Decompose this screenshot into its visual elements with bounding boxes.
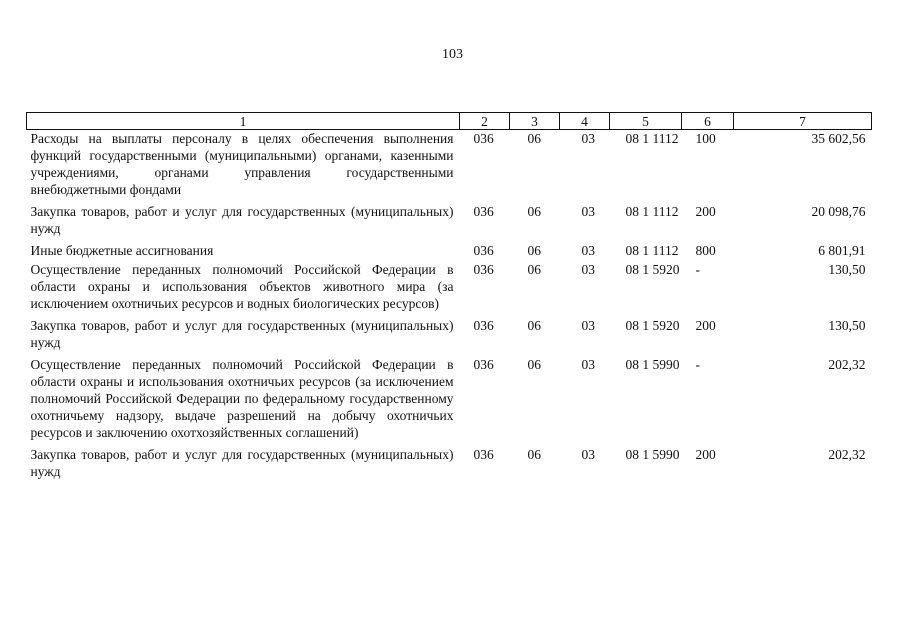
row-name: Закупка товаров, работ и услуг для государственных (муниципальных) нужд <box>30 204 454 236</box>
row-subsection-code: 03 <box>581 318 595 333</box>
row-name: Иные бюджетные ассигнования <box>30 243 214 258</box>
row-name: Расходы на выплаты персоналу в целях обеспечения выполнения функций государственными (муниципальными) органами, казенными учреждениями, органами управления государственными внебюджетными фондами <box>30 131 454 197</box>
row-ministry-code: 036 <box>473 243 494 258</box>
row-expense-type: 800 <box>695 243 716 258</box>
col-header-6: 6 <box>682 113 734 130</box>
row-ministry-code: 036 <box>473 357 494 372</box>
row-target-code: 08 1 5920 <box>625 262 680 277</box>
row-name: Осуществление переданных полномочий Российской Федерации в области охраны и использования объектов животного мира (за исключением охотничьих ресурсов и водных биологических ресурсов) <box>30 262 454 311</box>
row-ministry-code: 036 <box>473 131 494 146</box>
row-expense-type: 100 <box>695 131 716 146</box>
header-row <box>27 113 872 130</box>
table-row <box>27 317 872 356</box>
row-subsection-code: 03 <box>581 131 595 146</box>
row-amount: 35 602,56 <box>811 131 866 146</box>
row-target-code: 08 1 5920 <box>625 318 680 333</box>
row-subsection-code: 03 <box>581 204 595 219</box>
row-ministry-code: 036 <box>473 447 494 462</box>
table-row <box>27 203 872 242</box>
row-expense-type: 200 <box>695 204 716 219</box>
table-row <box>27 261 872 317</box>
row-target-code: 08 1 1112 <box>625 204 679 219</box>
page-number: 103 <box>442 47 463 62</box>
row-target-code: 08 1 5990 <box>625 447 680 462</box>
row-section-code: 06 <box>527 243 541 258</box>
table-row <box>27 130 872 204</box>
row-subsection-code: 03 <box>581 357 595 372</box>
row-name: Осуществление переданных полномочий Российской Федерации в области охраны и использования охотничьих ресурсов (за исключением полномочий Российской Федерации по федеральному государственному охотничьему надзору, выдаче разрешений на добычу охотничьих ресурсов и заключению охотхозяйственных соглашений) <box>30 357 454 440</box>
col-header-5: 5 <box>610 113 682 130</box>
table-row <box>27 242 872 261</box>
row-section-code: 06 <box>527 318 541 333</box>
row-section-code: 06 <box>527 447 541 462</box>
row-amount: 20 098,76 <box>811 204 866 219</box>
row-section-code: 06 <box>527 357 541 372</box>
col-header-4: 4 <box>560 113 610 130</box>
row-amount: 202,32 <box>828 447 866 462</box>
row-name: Закупка товаров, работ и услуг для государственных (муниципальных) нужд <box>30 318 454 350</box>
row-subsection-code: 03 <box>581 243 595 258</box>
row-subsection-code: 03 <box>581 262 595 277</box>
row-amount: 130,50 <box>828 318 866 333</box>
budget-table <box>26 112 872 485</box>
row-amount: 6 801,91 <box>818 243 866 258</box>
col-header-2: 2 <box>460 113 510 130</box>
row-name: Закупка товаров, работ и услуг для государственных (муниципальных) нужд <box>30 447 454 479</box>
col-header-1: 1 <box>27 113 460 130</box>
row-subsection-code: 03 <box>581 447 595 462</box>
row-target-code: 08 1 5990 <box>625 357 680 372</box>
row-target-code: 08 1 1112 <box>625 243 679 258</box>
col-header-7: 7 <box>734 113 872 130</box>
row-expense-type: - <box>695 357 700 372</box>
row-section-code: 06 <box>527 131 541 146</box>
row-ministry-code: 036 <box>473 204 494 219</box>
row-expense-type: 200 <box>695 318 716 333</box>
table-row <box>27 356 872 446</box>
row-ministry-code: 036 <box>473 262 494 277</box>
row-expense-type: - <box>695 262 700 277</box>
col-header-3: 3 <box>510 113 560 130</box>
row-section-code: 06 <box>527 204 541 219</box>
table-row <box>27 446 872 485</box>
row-section-code: 06 <box>527 262 541 277</box>
row-expense-type: 200 <box>695 447 716 462</box>
row-target-code: 08 1 1112 <box>625 131 679 146</box>
row-amount: 130,50 <box>828 262 866 277</box>
row-amount: 202,32 <box>828 357 866 372</box>
row-ministry-code: 036 <box>473 318 494 333</box>
